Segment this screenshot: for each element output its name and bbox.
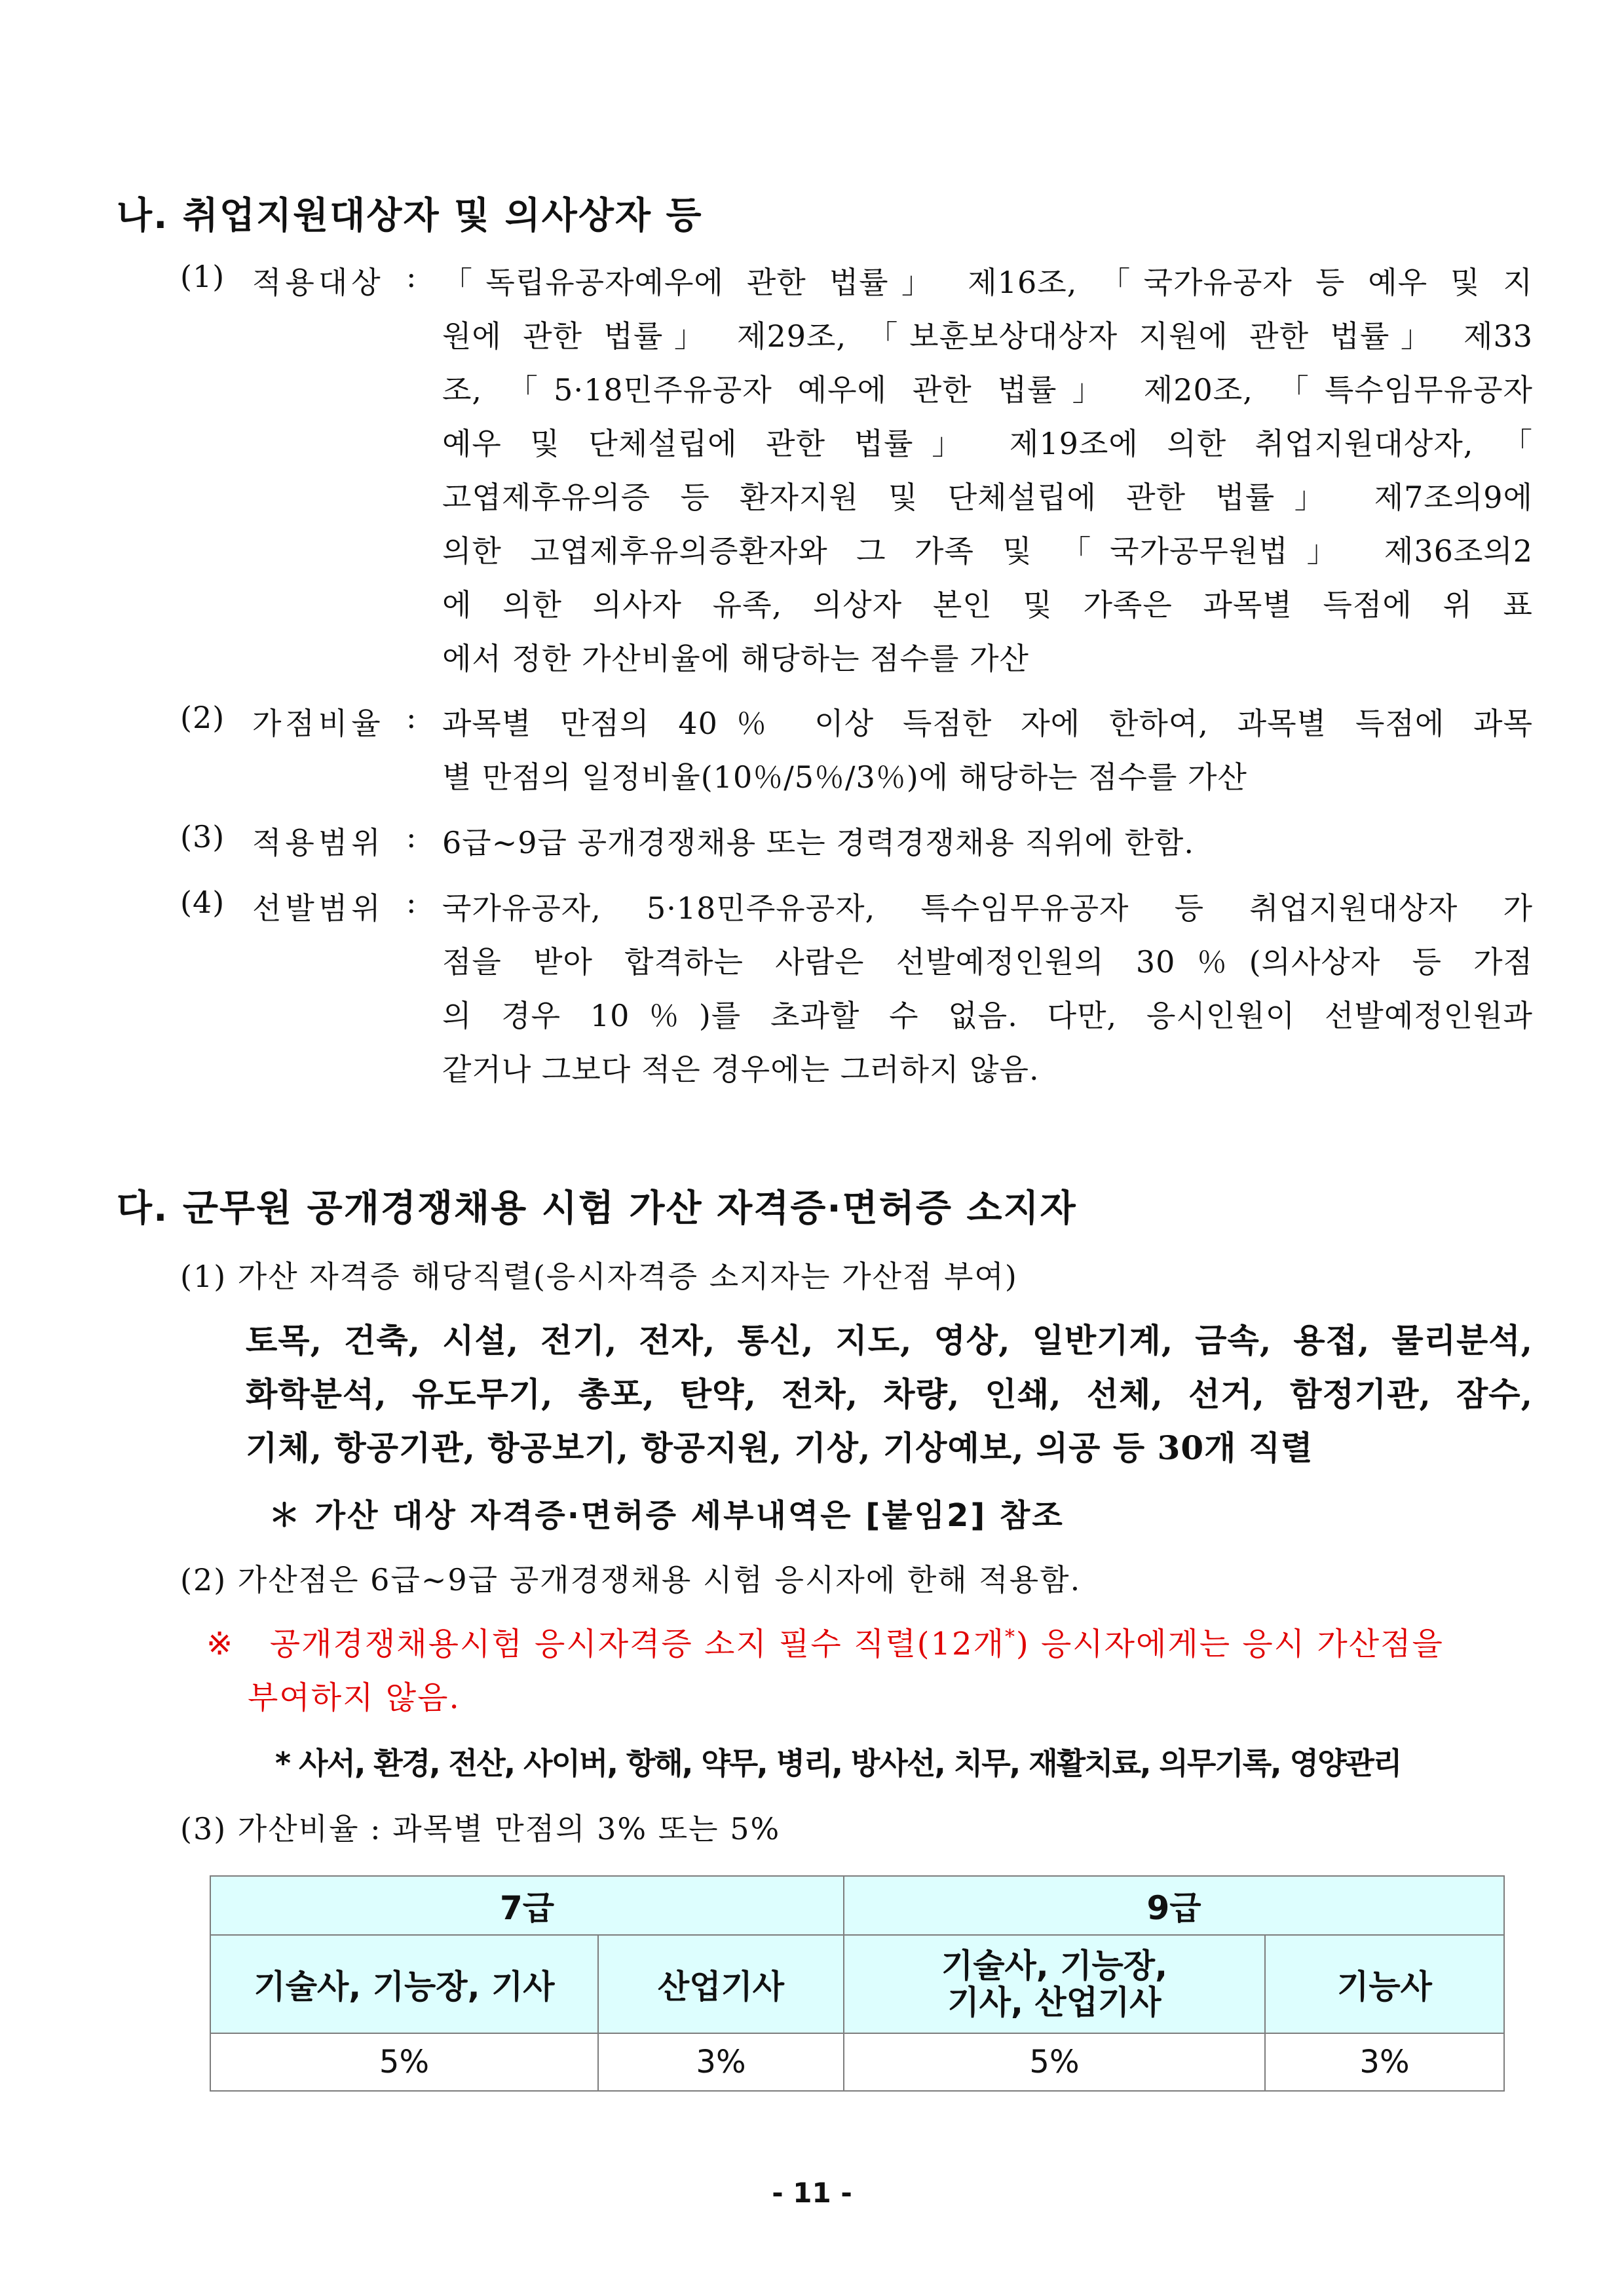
item-text-line: 의한 고엽제후유의증환자와 그 가족 및 「국가공무원법」 제36조의2	[442, 533, 1533, 569]
item-text-line: 6급∼9급 공개경쟁채용 또는 경력경쟁채용 직위에 한함.	[442, 825, 1194, 860]
column-header-line: 기술사, 기능장,	[941, 1947, 1168, 1985]
warning-line-1	[206, 1618, 1444, 1664]
colon: :	[406, 819, 417, 854]
warning-line-2: 부여하지 않음.	[248, 1679, 461, 1716]
item-text-line: 국가유공자, 5·18민주유공자, 특수임무유공자 등 취업지원대상자 가	[442, 890, 1533, 926]
item-3-bonus-ratio: (3) 가산비율 : 과목별 만점의 3% 또는 5%	[180, 1811, 781, 1846]
grade-9-header: 9급	[844, 1876, 1504, 1935]
item-label: 적용대상	[252, 265, 385, 300]
item-text-line: 점을 받아 합격하는 사람은 선발예정인원의 30％(의사상자 등 가점	[442, 944, 1533, 980]
colon: :	[406, 700, 417, 735]
item-text-line: 조, 「5·18민주유공자 예우에 관한 법률」 제20조, 「특수임무유공자	[442, 372, 1533, 408]
table-cell: 3%	[1265, 2033, 1504, 2091]
item-text-line: 「독립유공자예우에 관한 법률」 제16조, 「국가유공자 등 예우 및 지	[442, 265, 1533, 300]
column-header: 산업기사	[598, 1935, 844, 2033]
colon: :	[406, 885, 417, 920]
item-text-line: 고엽제후유의증 등 환자지원 및 단체설립에 관한 법률」 제7조의9에	[442, 480, 1533, 515]
item-text-line: 별 만점의 일정비율(10％/5％/3％)에 해당하는 점수를 가산	[442, 759, 1247, 795]
column-header: 기능사	[1265, 1935, 1504, 2033]
column-header	[844, 1935, 1265, 2033]
page-number: - 11 -	[772, 2177, 852, 2209]
item-text-line: 에 의한 의사자 유족, 의상자 본인 및 가족은 과목별 득점에 위 표	[442, 587, 1533, 622]
table-row	[210, 1935, 1504, 2033]
item-label: 가점비율	[252, 706, 385, 741]
reference-mark-icon: ※	[206, 1626, 235, 1662]
series-list-line: 기체, 항공기관, 항공보기, 항공지원, 기상, 기상예보, 의공 등 30개 직렬	[246, 1428, 1313, 1467]
item-1-qualification-series: (1) 가산 자격증 해당직렬(응시자격증 소지자는 가산점 부여)	[180, 1259, 1018, 1294]
series-list-line: 화학분석, 유도무기, 총포, 탄약, 전차, 차량, 인쇄, 선체, 선거, 함정기관, 잠수,	[246, 1375, 1533, 1413]
table-cell: 5%	[210, 2033, 598, 2091]
section-heading-na: 나. 취업지원대상자 및 의사상자 등	[117, 195, 703, 237]
item-2-applicable-grades: (2) 가산점은 6급∼9급 공개경쟁채용 시험 응시자에 한해 적용함.	[180, 1562, 1082, 1598]
item-text-line: 같거나 그보다 적은 경우에는 그러하지 않음.	[442, 1052, 1040, 1087]
column-header-line: 기사, 산업기사	[947, 1983, 1161, 2021]
table-row	[210, 2033, 1504, 2091]
item-number: (2)	[180, 700, 225, 735]
warning-text: 공개경쟁채용시험 응시자격증 소지 필수 직렬(12개	[269, 1626, 1005, 1662]
item-number: (4)	[180, 885, 225, 920]
required-series-footnote: * 사서, 환경, 전산, 사이버, 항해, 약무, 병리, 방사선, 치무, 재활치료, 의무기록, 영양관리	[275, 1746, 1401, 1781]
series-list-line: 토목, 건축, 시설, 전기, 전자, 통신, 지도, 영상, 일반기계, 금속, 용접, 물리분석,	[246, 1321, 1533, 1360]
item-text-line: 의 경우 10％)를 초과할 수 없음. 다만, 응시인원이 선발예정인원과	[442, 998, 1533, 1033]
item-text-line: 예우 및 단체설립에 관한 법률」 제19조에 의한 취업지원대상자, 「	[442, 426, 1533, 461]
item-label: 적용범위	[252, 825, 385, 860]
warning-text: ) 응시자에게는 응시 가산점을	[1015, 1626, 1444, 1662]
table-cell: 5%	[844, 2033, 1265, 2091]
reference-note: ＊ 가산 대상 자격증·면허증 세부내역은 [붙임2] 참조	[269, 1497, 1065, 1534]
table-row	[210, 1876, 1504, 1935]
colon: :	[406, 259, 417, 294]
table-cell: 3%	[598, 2033, 844, 2091]
item-text-line: 과목별 만점의 40％ 이상 득점한 자에 한하여, 과목별 득점에 과목	[442, 706, 1533, 741]
bonus-rate-table	[210, 1875, 1505, 2092]
item-number: (3)	[180, 819, 225, 854]
item-label: 선발범위	[252, 890, 385, 926]
item-text-line: 에서 정한 가산비율에 해당하는 점수를 가산	[442, 641, 1029, 676]
item-text-line: 원에 관한 법률」 제29조, 「보훈보상대상자 지원에 관한 법률」 제33	[442, 318, 1533, 354]
item-number: (1)	[180, 259, 225, 294]
section-heading-da: 다. 군무원 공개경쟁채용 시험 가산 자격증·면허증 소지자	[117, 1187, 1077, 1230]
column-header: 기술사, 기능장, 기사	[210, 1935, 598, 2033]
footnote-marker: *	[1004, 1626, 1016, 1649]
grade-7-header: 7급	[210, 1876, 844, 1935]
